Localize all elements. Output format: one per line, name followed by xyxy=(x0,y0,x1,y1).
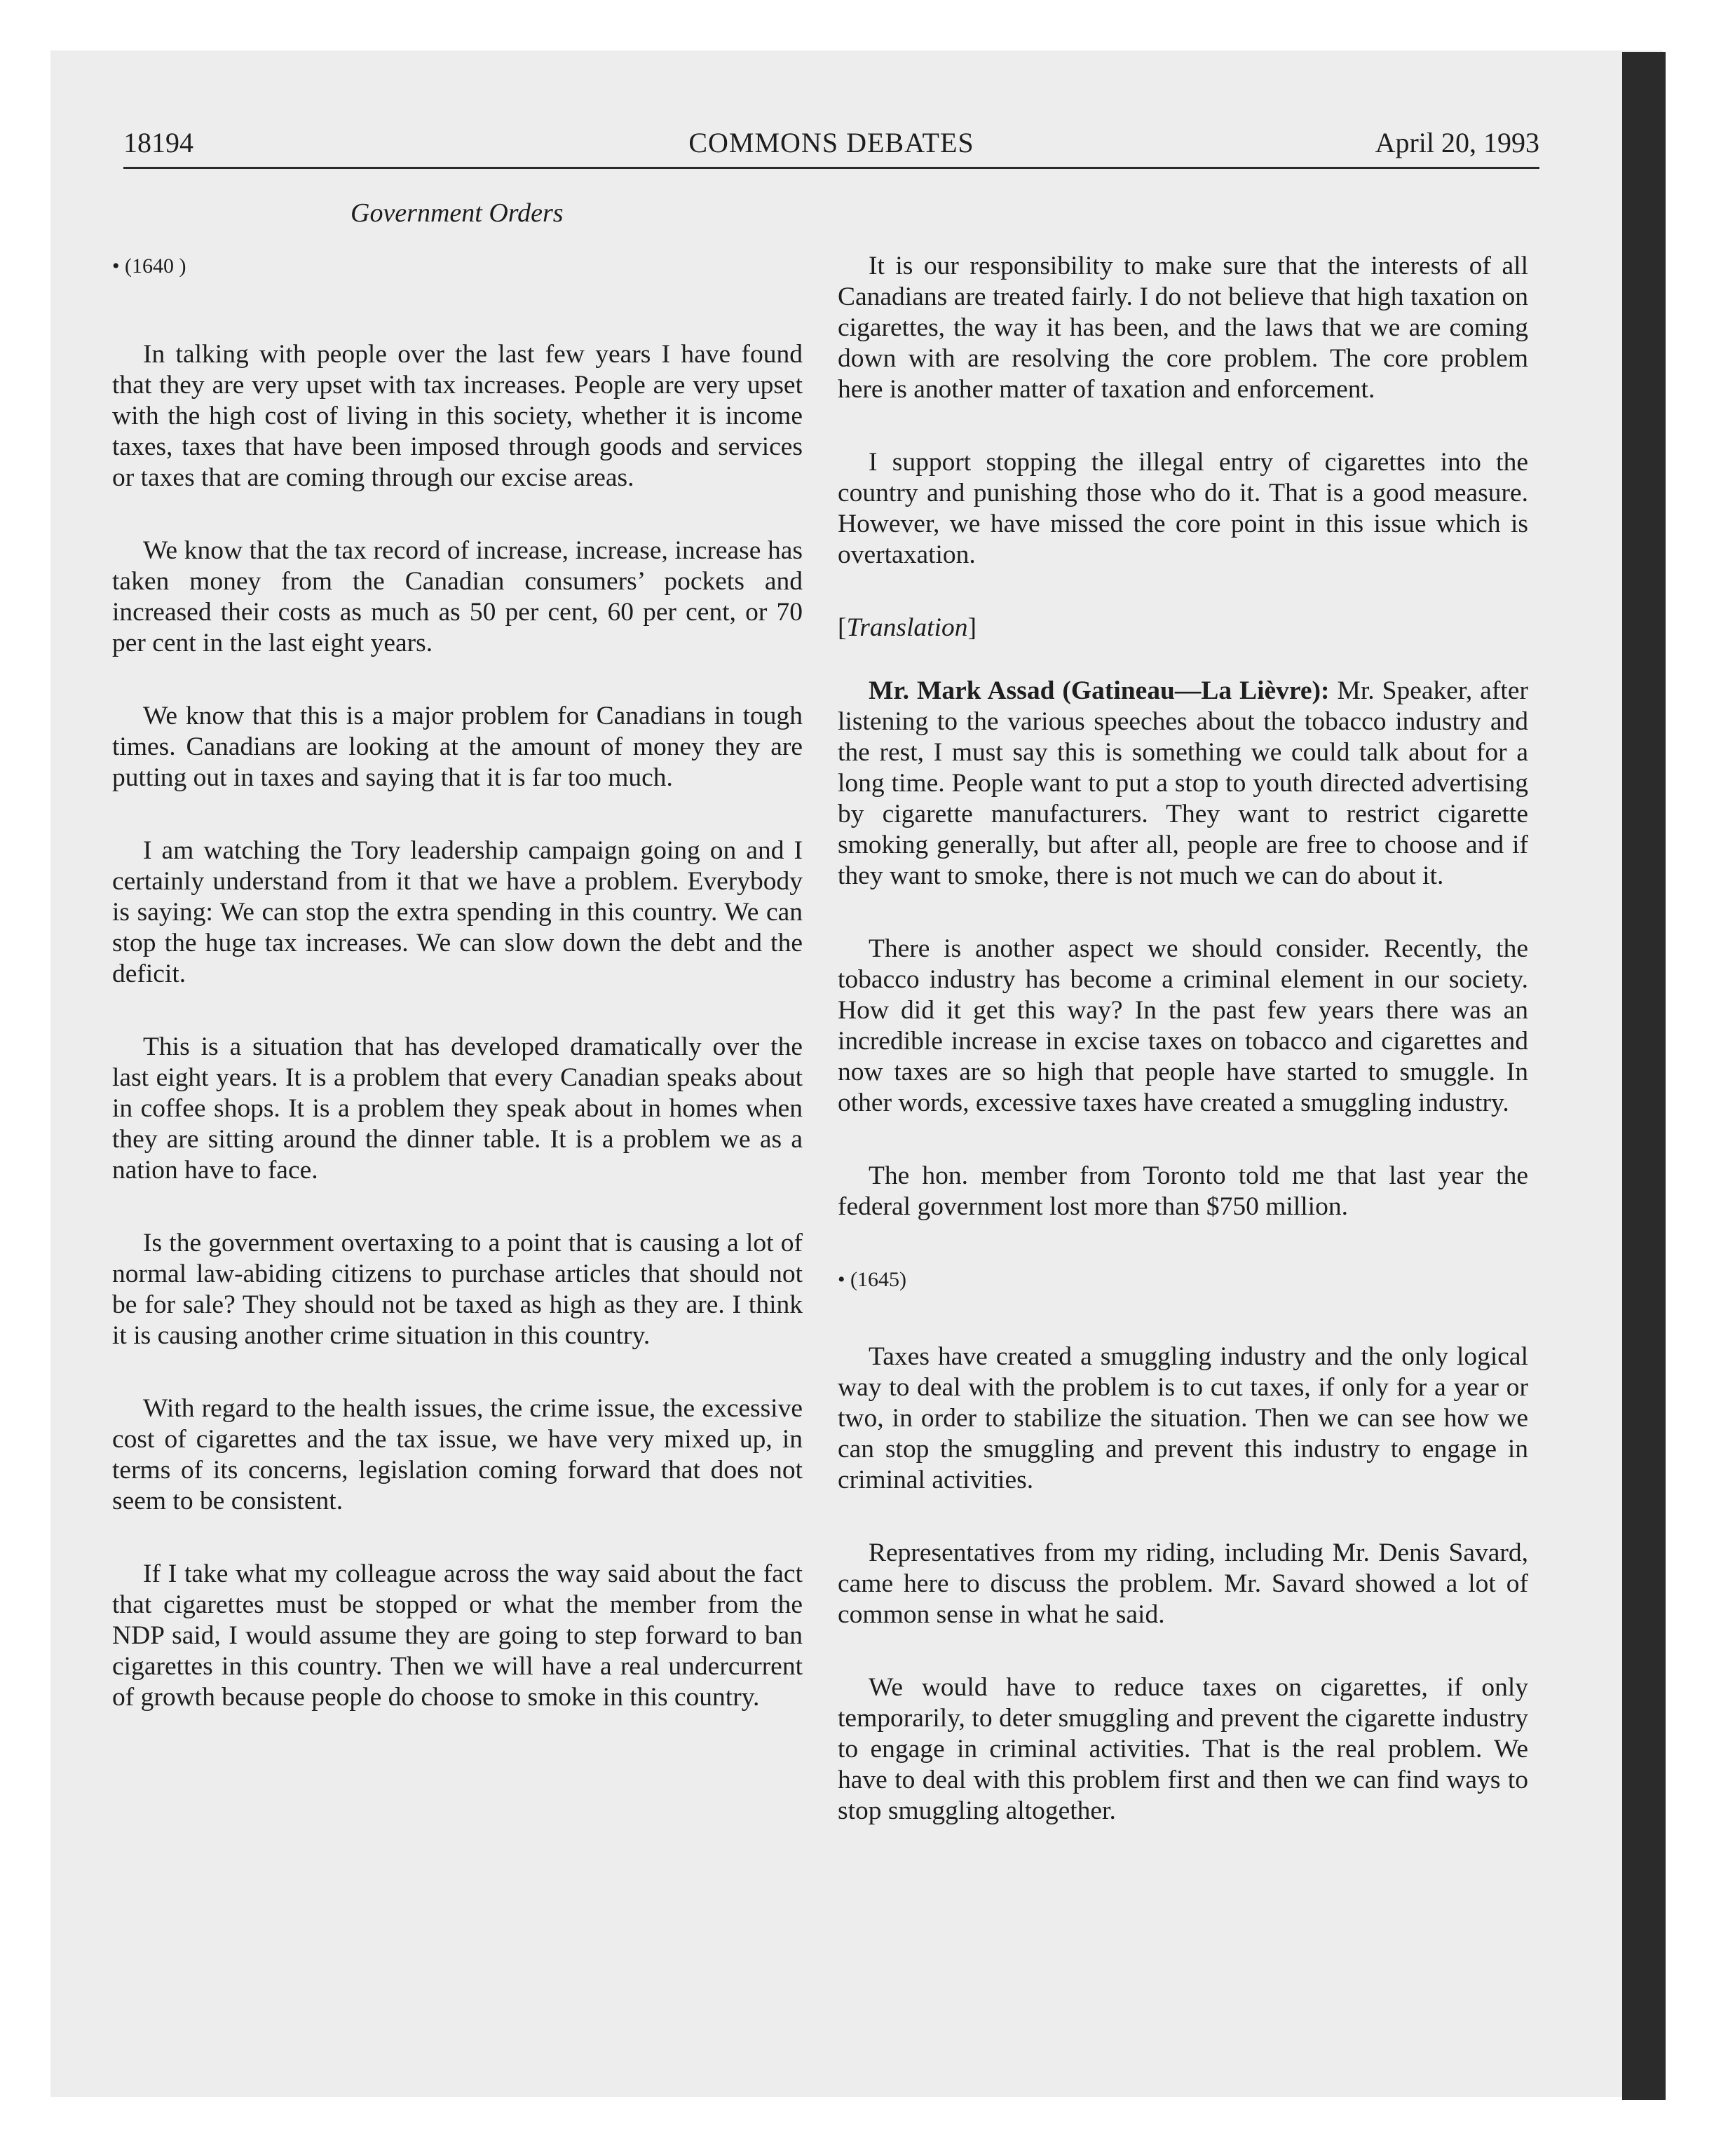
paragraph: I support stopping the illegal entry of cigarettes into the country and punishing those who do it. That is a good measure. However, we have missed the core point in this issue which is overtaxation. xyxy=(838,448,1528,569)
paragraph: Is the government overtaxing to a point that is causing a lot of normal law-abiding citizens to purchase articles that should not be for sale? They should not be taxed as high as they are. I think it is causing another crime situation in this country. xyxy=(112,1229,803,1350)
speaker-name: Mr. Mark Assad (Gatineau—La Lièvre): xyxy=(869,676,1330,705)
paragraph: It is our responsibility to make sure that the interests of all Canadians are treated fairly. I do not believe that high taxation on cigarettes, the way it has been, and the laws that we are coming down with are resolving the core problem. The core problem here is another matter of taxation and enforcement. xyxy=(838,252,1528,404)
translation-bracket-close: ] xyxy=(967,613,977,642)
paragraph: If I take what my colleague across the way said about the fact that cigarettes must be stopped or what the member from the NDP said, I would assume they are going to step forward to ban cigarettes in this country. Then we will have a real undercurrent of growth because people do choose to smoke in this country. xyxy=(112,1560,803,1712)
paragraph: We know that the tax record of increase, increase, increase has taken money from the Canadian consumers’ pockets and increased their costs as much as 50 per cent, 60 per cent, or 70 per cent in the last eight years. xyxy=(112,536,803,657)
publication-date: April 20, 1993 xyxy=(1375,127,1539,158)
translation-label: Translation xyxy=(846,613,968,642)
publication-title: COMMONS DEBATES xyxy=(688,127,974,158)
paragraph: There is another aspect we should consider. Recently, the tobacco industry has become a criminal element in our society. How did it get this way? In the past few years there was an incredible increase in excise taxes on tobacco and cigarettes and now taxes are so high that people have started to smuggle. In other words, excessive taxes have created a smuggling industry. xyxy=(838,934,1528,1117)
time-marker: • (1645) xyxy=(838,1268,906,1291)
header-rule xyxy=(123,167,1539,169)
translation-bracket-open: [ xyxy=(838,613,847,642)
paragraph: Representatives from my riding, including Mr. Denis Savard, came here to discuss the problem. Mr. Savard showed a lot of common sense in what he said. xyxy=(838,1538,1528,1629)
speaker-paragraph xyxy=(838,676,1528,892)
left-column xyxy=(112,251,803,1713)
paragraph: The hon. member from Toronto told me that last year the federal government lost more than $750 million. xyxy=(838,1161,1528,1221)
paragraph: We know that this is a major problem for Canadians in tough times. Canadians are looking at the amount of money they are putting out in taxes and saying that it is far too much. xyxy=(112,702,803,792)
paragraph: In talking with people over the last few years I have found that they are very upset with tax increases. People are very upset with the high cost of living in this society, whether it is income taxes, taxes that have been imposed through goods and services or taxes that are coming through our excise areas. xyxy=(112,340,803,492)
scan-edge-shadow xyxy=(1622,52,1666,2100)
speaker-text: Mr. Speaker, after listening to the various speeches about the tobacco industry and the rest, I must say this is something we could talk about for a long time. People want to put a stop to youth directed advertising by cigarette manufacturers. They want to restrict cigarette smoking generally, but after all, people are free to choose and if they want to smoke, there is not much we can do about it. xyxy=(838,676,1528,890)
page-header xyxy=(123,126,1539,167)
paragraph: With regard to the health issues, the crime issue, the excessive cost of cigarettes and the tax issue, we have very mixed up, in terms of its concerns, legislation coming forward that does not seem to be consistent. xyxy=(112,1394,803,1515)
page-number: 18194 xyxy=(123,127,193,158)
paragraph: This is a situation that has developed dramatically over the last eight years. It is a problem that every Canadian speaks about in coffee shops. It is a problem they speak about in homes when they are sitting around the dinner table. It is a problem we as a nation have to face. xyxy=(112,1032,803,1185)
translation-tag xyxy=(838,613,1528,643)
time-marker: • (1640 ) xyxy=(112,254,186,278)
right-column xyxy=(838,251,1528,1827)
paragraph: Taxes have created a smuggling industry and the only logical way to deal with the problem is to cut taxes, if only for a year or two, in order to stabilize the situation. Then we can see how we can stop the smuggling and prevent this industry to engage in criminal activities. xyxy=(838,1342,1528,1494)
paragraph: We would have to reduce taxes on cigarettes, if only temporarily, to deter smuggling and prevent the cigarette industry to engage in criminal activities. That is the real problem. We have to deal with this problem first and then we can find ways to stop smuggling altogether. xyxy=(838,1673,1528,1825)
paragraph: I am watching the Tory leadership campaign going on and I certainly understand from it that we have a problem. Everybody is saying: We can stop the extra spending in this country. We can stop the huge tax increases. We can slow down the debt and the deficit. xyxy=(112,836,803,988)
section-title: Government Orders xyxy=(351,198,564,228)
